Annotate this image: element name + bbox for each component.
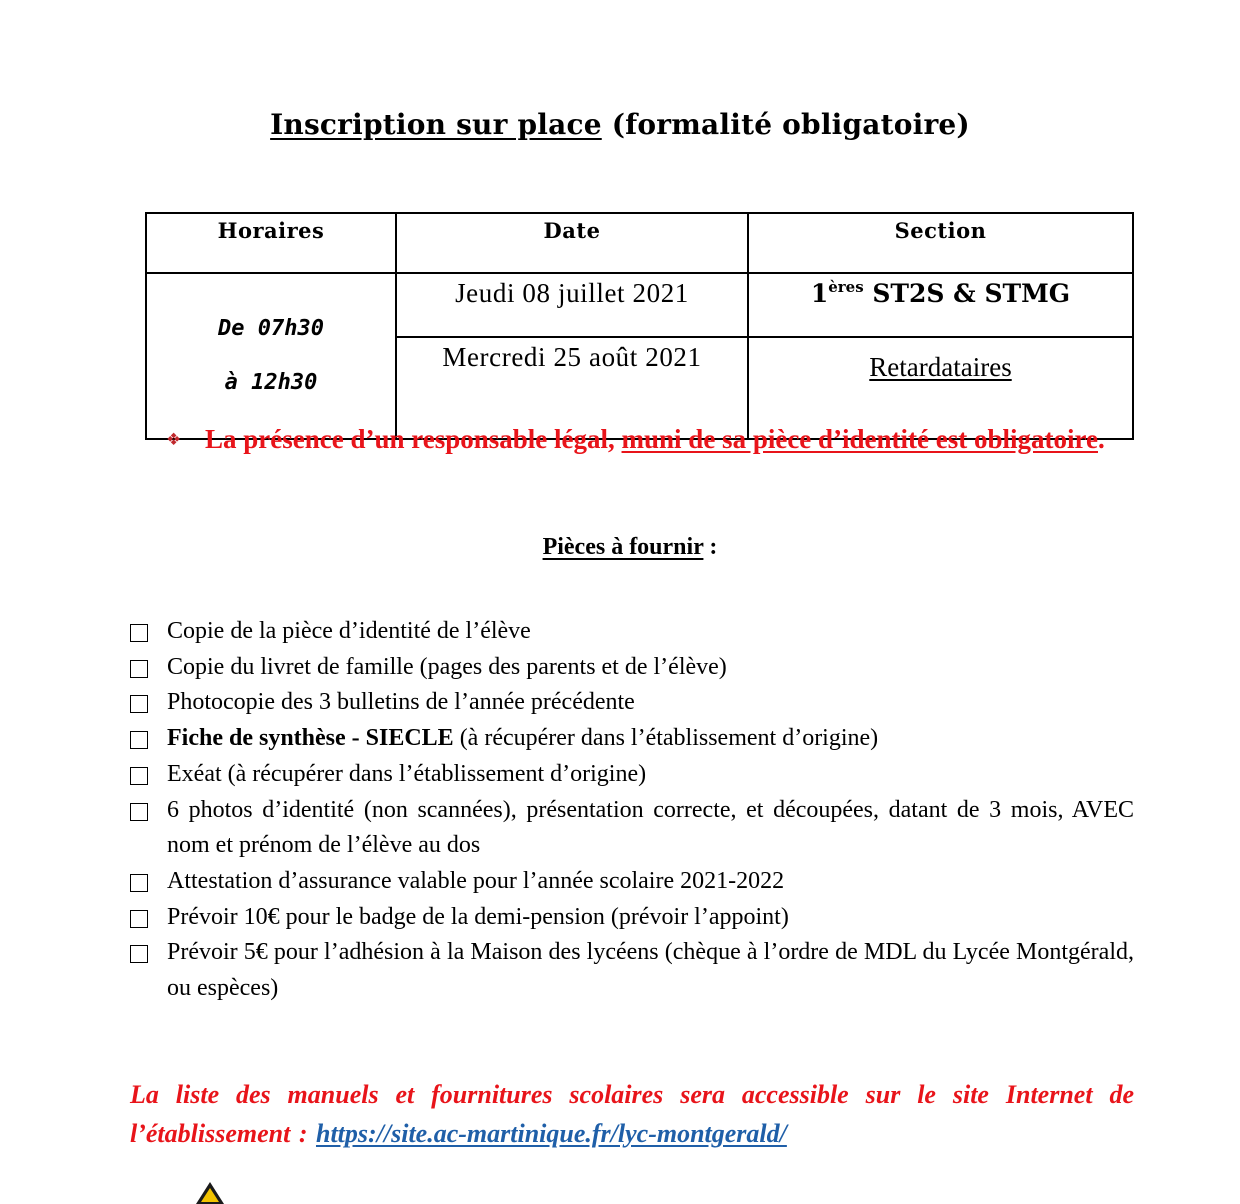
footer-text: La liste des manuels et fournitures scolaires sera accessible sur le site Internet de l’établissement : <box>130 1080 1134 1148</box>
checkbox[interactable] <box>130 945 148 963</box>
list-item <box>128 900 1134 936</box>
documents-checklist <box>128 614 1134 1007</box>
hours-start: De 07h30 <box>218 316 324 341</box>
page-title <box>0 108 1240 141</box>
header-date: Date <box>396 213 748 273</box>
guardian-notice <box>205 420 1105 459</box>
documents-heading-suffix: : <box>703 534 718 560</box>
item-text: 6 photos d’identité (non scannées), présentation correcte, et découpées, datant de 3 mois, AVEC nom et prénom de l’élève au dos <box>167 796 1134 859</box>
diamond-bullet-icon: ❖ <box>166 430 182 450</box>
list-item <box>128 935 1134 1006</box>
date-cell: Jeudi 08 juillet 2021 <box>396 273 748 337</box>
section-rest: ST2S & STMG <box>863 279 1071 308</box>
notice-part3: . <box>1098 424 1105 454</box>
documents-heading-text: Pièces à fournir <box>542 534 704 560</box>
item-text: Copie du livret de famille (pages des parents et de l’élève) <box>167 653 727 680</box>
title-underlined: Inscription sur place <box>270 108 602 141</box>
table-row <box>146 273 1133 337</box>
list-item <box>128 793 1134 864</box>
item-text: Prévoir 10€ pour le badge de la demi-pension (prévoir l’appoint) <box>167 903 789 930</box>
schedule-table <box>145 212 1134 440</box>
list-item <box>128 685 1134 721</box>
section-sup: ères <box>828 278 864 296</box>
table-header-row <box>146 213 1133 273</box>
title-rest: (formalité obligatoire) <box>611 108 970 141</box>
header-section: Section <box>748 213 1133 273</box>
checkbox[interactable] <box>130 874 148 892</box>
list-item <box>128 864 1134 900</box>
item-text: (à récupérer dans l’établissement d’origine) <box>453 725 879 752</box>
list-item <box>128 757 1134 793</box>
date-cell: Mercredi 25 août 2021 <box>396 337 748 439</box>
item-text: Copie de la pièce d’identité de l’élève <box>167 618 531 644</box>
list-item <box>128 614 1134 650</box>
item-text: Prévoir 5€ pour l’adhésion à la Maison des lycéens (chèque à l’ordre de MDL du Lycée Montgérald, ou espèces) <box>167 939 1134 1002</box>
notice-part1: La présence d’un responsable légal, <box>205 424 622 454</box>
item-text: Photocopie des 3 bulletins de l’année précédente <box>167 689 635 716</box>
notice-part2: muni de sa pièce d’identité est obligatoire <box>621 424 1098 454</box>
checkbox[interactable] <box>130 624 148 642</box>
list-item <box>128 650 1134 686</box>
hours-cell <box>146 273 396 439</box>
hours-end: à 12h30 <box>224 370 318 395</box>
checkbox[interactable] <box>130 767 148 785</box>
item-text: Attestation d’assurance valable pour l’année scolaire 2021-2022 <box>167 867 785 894</box>
checkbox[interactable] <box>130 660 148 678</box>
item-text: Exéat (à récupérer dans l’établissement d’origine) <box>167 760 647 787</box>
footer-note <box>130 1075 1134 1153</box>
section-cell: Retardataires <box>748 337 1133 439</box>
checkbox[interactable] <box>130 910 148 928</box>
list-item <box>128 721 1134 757</box>
section-cell <box>748 273 1133 337</box>
header-hours: Horaires <box>146 213 396 273</box>
checkbox[interactable] <box>130 731 148 749</box>
school-website-link[interactable]: https://site.ac-martinique.fr/lyc-montgerald/ <box>315 1119 787 1148</box>
documents-heading <box>0 534 1240 561</box>
checkbox[interactable] <box>130 803 148 821</box>
checkbox[interactable] <box>130 695 148 713</box>
item-bold: Fiche de synthèse - SIECLE <box>167 725 454 752</box>
section-prefix: 1 <box>810 279 829 308</box>
